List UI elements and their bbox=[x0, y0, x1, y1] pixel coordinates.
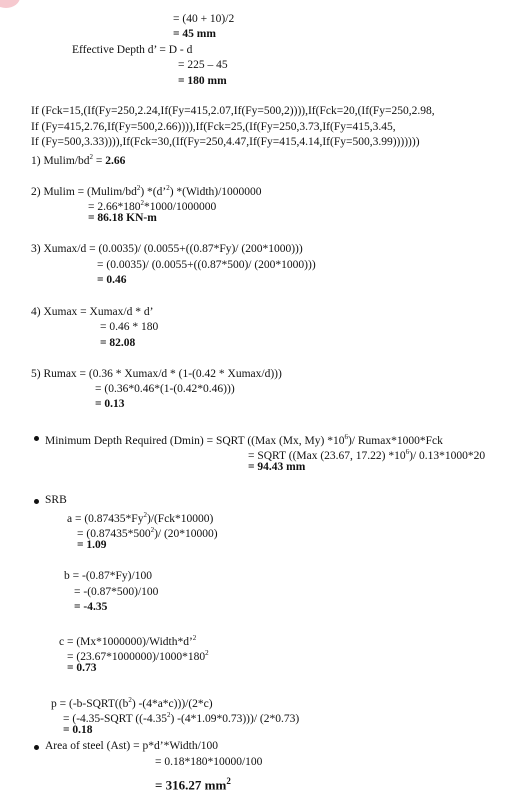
bullet-icon bbox=[34, 499, 39, 504]
srb-b-line-2: = -(0.87*500)/100 bbox=[74, 586, 159, 598]
formula-line-2: If (Fy=415,2.76,If(Fy=500,2.66)))),If(Fck=25,(If(Fy=250,3.73,If(Fy=415,3.45, bbox=[31, 121, 396, 133]
step3-line-2: = (0.0035)/ (0.0055+((0.87*500)/ (200*1000))) bbox=[97, 259, 316, 271]
srb-c-line-2: = $(23.67*1000000)/1000*180^2$ bbox=[67, 649, 209, 663]
dmin-line-3: = 94.43 mm bbox=[248, 461, 306, 473]
srb-a-line-2: = $(0.87435*500^2)/$ (20*10000) bbox=[77, 526, 218, 540]
srb-p-line-3: = 0.18 bbox=[63, 724, 93, 736]
step4-line-1: 4) Xumax = Xumax/d * d’ bbox=[31, 306, 154, 318]
srb-c-line-3: = 0.73 bbox=[67, 662, 97, 674]
step4-line-3: = 82.08 bbox=[100, 337, 136, 349]
srb-p-line-1: $p = (-b-SQRT((b^2)$ -(4*a*c)))/(2*c) bbox=[51, 696, 213, 710]
ast-line-2: = 0.18*180*10000/100 bbox=[155, 756, 263, 768]
srb-p-line-2: = (-4.35-SQRT ((-4.35$^2$) -(4*1.09*0.73)))/ (2*0.73) bbox=[63, 711, 300, 725]
effective-depth-label: Effective Depth d’ = D - d bbox=[72, 44, 193, 56]
step5-line-1: 5) Rumax = (0.36 * Xumax/d * (1-(0.42 * Xumax/d))) bbox=[31, 368, 282, 380]
step2-line-3: = 86.18 KN-m bbox=[88, 212, 157, 224]
step3-line-1: 3) Xumax/d = (0.0035)/ (0.0055+((0.87*Fy)/ (200*1000))) bbox=[31, 243, 303, 255]
srb-a-line-3: = 1.09 bbox=[77, 539, 107, 551]
top-line-1: = (40 + 10)/2 bbox=[173, 13, 235, 25]
srb-b-line-1: b = -(0.87*Fy)/100 bbox=[64, 570, 152, 582]
step2-line-1: 2) $Mulim = (Mulim/bd^2)$ *(d’$^2$) *(Width)/1000000 bbox=[31, 184, 262, 198]
step2-line-2: = $2.66*180^2*1000/1000000$ bbox=[88, 199, 217, 213]
step5-line-3: = 0.13 bbox=[95, 398, 125, 410]
ast-line-1: Area of steel (Ast) = p*d’*Width/100 bbox=[45, 740, 219, 752]
step5-line-2: = (0.36*0.46*(1-(0.42*0.46))) bbox=[95, 383, 235, 395]
formula-line-3: If (Fy=500,3.33)))),If(Fck=30,(If(Fy=250,4.47,If(Fy=415,4.14,If(Fy=500,3.99))))))) bbox=[31, 136, 420, 148]
step1-line: 1) Mulim/$bd^2 = 2.66$ bbox=[31, 153, 126, 167]
ast-line-3: = 316.27 $mm^2$ bbox=[155, 776, 231, 793]
step4-line-2: = 0.46 * 180 bbox=[100, 321, 159, 333]
dmin-line-1: Minimum Depth Required (Dmin) = SQRT ((Max (Mx, My) $*10^6)/$ Rumax*1000*Fck bbox=[45, 433, 443, 447]
step3-line-3: = 0.46 bbox=[97, 274, 127, 286]
srb-c-line-1: c = (Mx*1000000)/Width*d’$^2$ bbox=[59, 634, 197, 648]
bullet-icon bbox=[34, 436, 39, 441]
top-line-2: = 45 mm bbox=[173, 28, 216, 40]
bullet-icon bbox=[34, 745, 39, 750]
corner-mark bbox=[0, 0, 20, 8]
formula-line-1: If (Fck=15,(If(Fy=250,2.24,If(Fy=415,2.07,If(Fy=500,2)))),If(Fck=20,(If(Fy=250,2.98, bbox=[31, 105, 435, 117]
top-line-4: = 225 – 45 bbox=[178, 59, 228, 71]
srb-a-line-1: $a = (0.87435*Fy^2)/(Fck*10000)$ bbox=[67, 511, 214, 525]
dmin-line-2: = SQRT ((Max (23.67, 17.22) $*10^6)/$ 0.13*1000*20 bbox=[248, 448, 486, 462]
srb-b-line-3: = -4.35 bbox=[74, 601, 108, 613]
top-line-5: = 180 mm bbox=[178, 75, 227, 87]
srb-title: SRB bbox=[45, 494, 67, 506]
